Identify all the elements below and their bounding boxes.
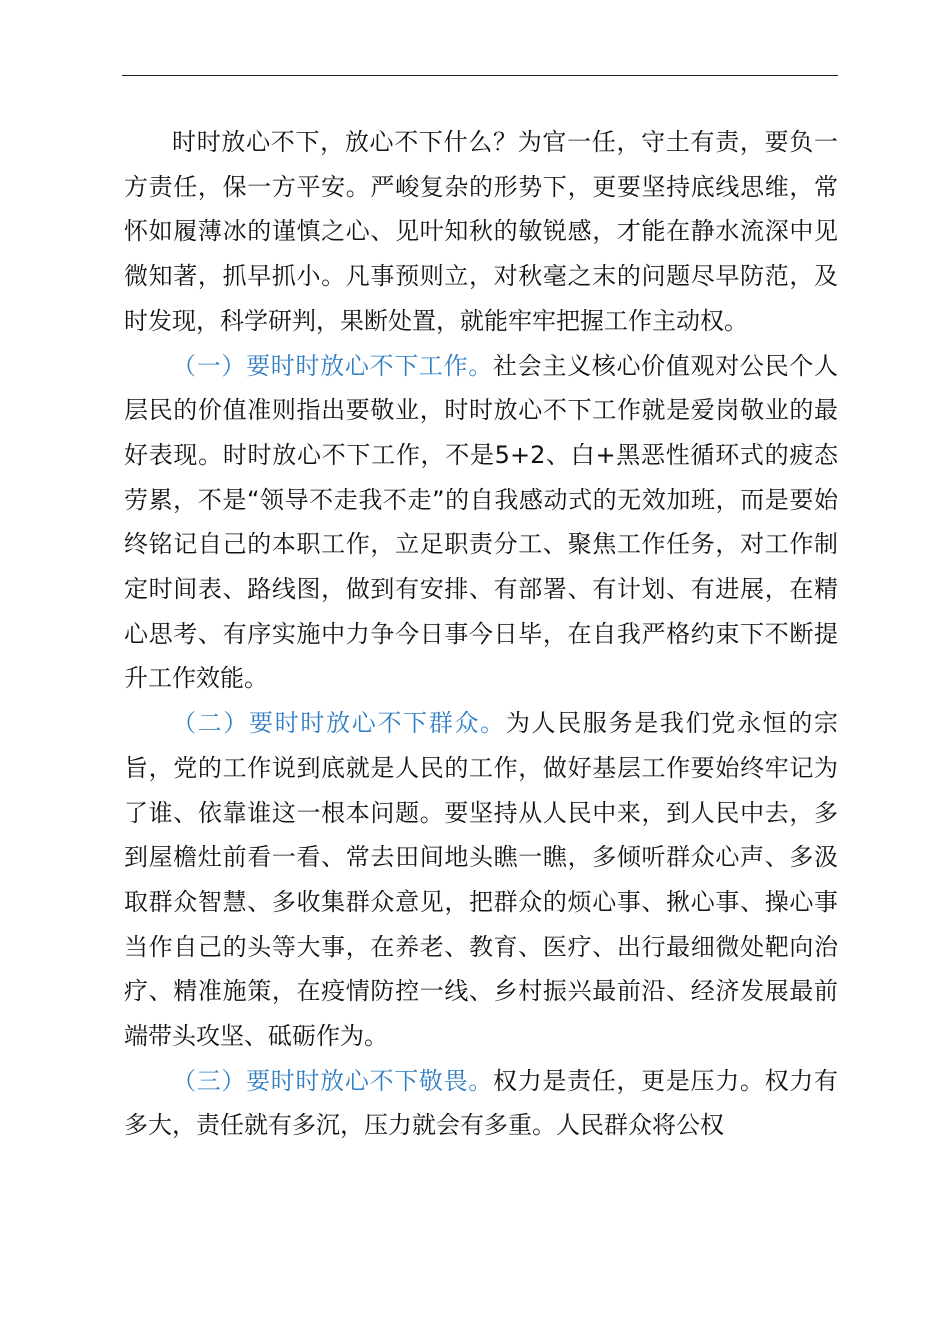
document-body bbox=[124, 120, 838, 1148]
section-3-heading: （三）要时时放心不下敬畏。 bbox=[172, 1066, 493, 1095]
intro-text: 时时放心不下，放心不下什么？为官一任，守土有责，要负一方责任，保一方平安。严峻复杂的形势下，更要坚持底线思维，常怀如履薄冰的谨慎之心、见叶知秋的敏锐感，才能在静水流深中见微知著，抓早抓小。凡事预则立，对秋毫之末的问题尽早防范，及时发现，科学研判，果断处置，就能牢牢把握工作主动权。 bbox=[124, 128, 838, 335]
header-rule bbox=[122, 75, 838, 76]
section-2-body: 为人民服务是我们党永恒的宗旨，党的工作说到底就是人民的工作，做好基层工作要始终牢记为了谁、依靠谁这一根本问题。要坚持从人民中来，到人民中去，多到屋檐灶前看一看、常去田间地头瞧一瞧，多倾听群众心声、多汲取群众智慧、多收集群众意见，把群众的烦心事、揪心事、操心事当作自己的头等大事，在养老、教育、医疗、出行最细微处靶向治疗、精准施策，在疫情防控一线、乡村振兴最前沿、经济发展最前端带头攻坚、砥砺作为。 bbox=[124, 709, 839, 1051]
section-2-paragraph bbox=[124, 701, 838, 1059]
section-1-paragraph bbox=[124, 344, 838, 702]
section-3-paragraph bbox=[124, 1059, 838, 1148]
intro-paragraph bbox=[124, 120, 838, 344]
section-1-heading: （一）要时时放心不下工作。 bbox=[172, 351, 493, 380]
section-2-heading: （二）要时时放心不下群众。 bbox=[172, 709, 506, 738]
section-3-body: 权力是责任，更是压力。权力有多大，责任就有多沉，压力就会有多重。人民群众将公权 bbox=[124, 1066, 838, 1140]
section-1-body: 社会主义核心价值观对公民个人层民的价值准则指出要敬业，时时放心不下工作就是爱岗敬业的最好表现。时时放心不下工作，不是5+2、白+黑恶性循环式的疲态劳累，不是“领导不走我不走”的自我感动式的无效加班，而是要始终铭记自己的本职工作，立足职责分工、聚焦工作任务，对工作制定时间表、路线图，做到有安排、有部署、有计划、有进展，在精心思考、有序实施中力争今日事今日毕，在自我严格约束下不断提升工作效能。 bbox=[124, 351, 838, 693]
